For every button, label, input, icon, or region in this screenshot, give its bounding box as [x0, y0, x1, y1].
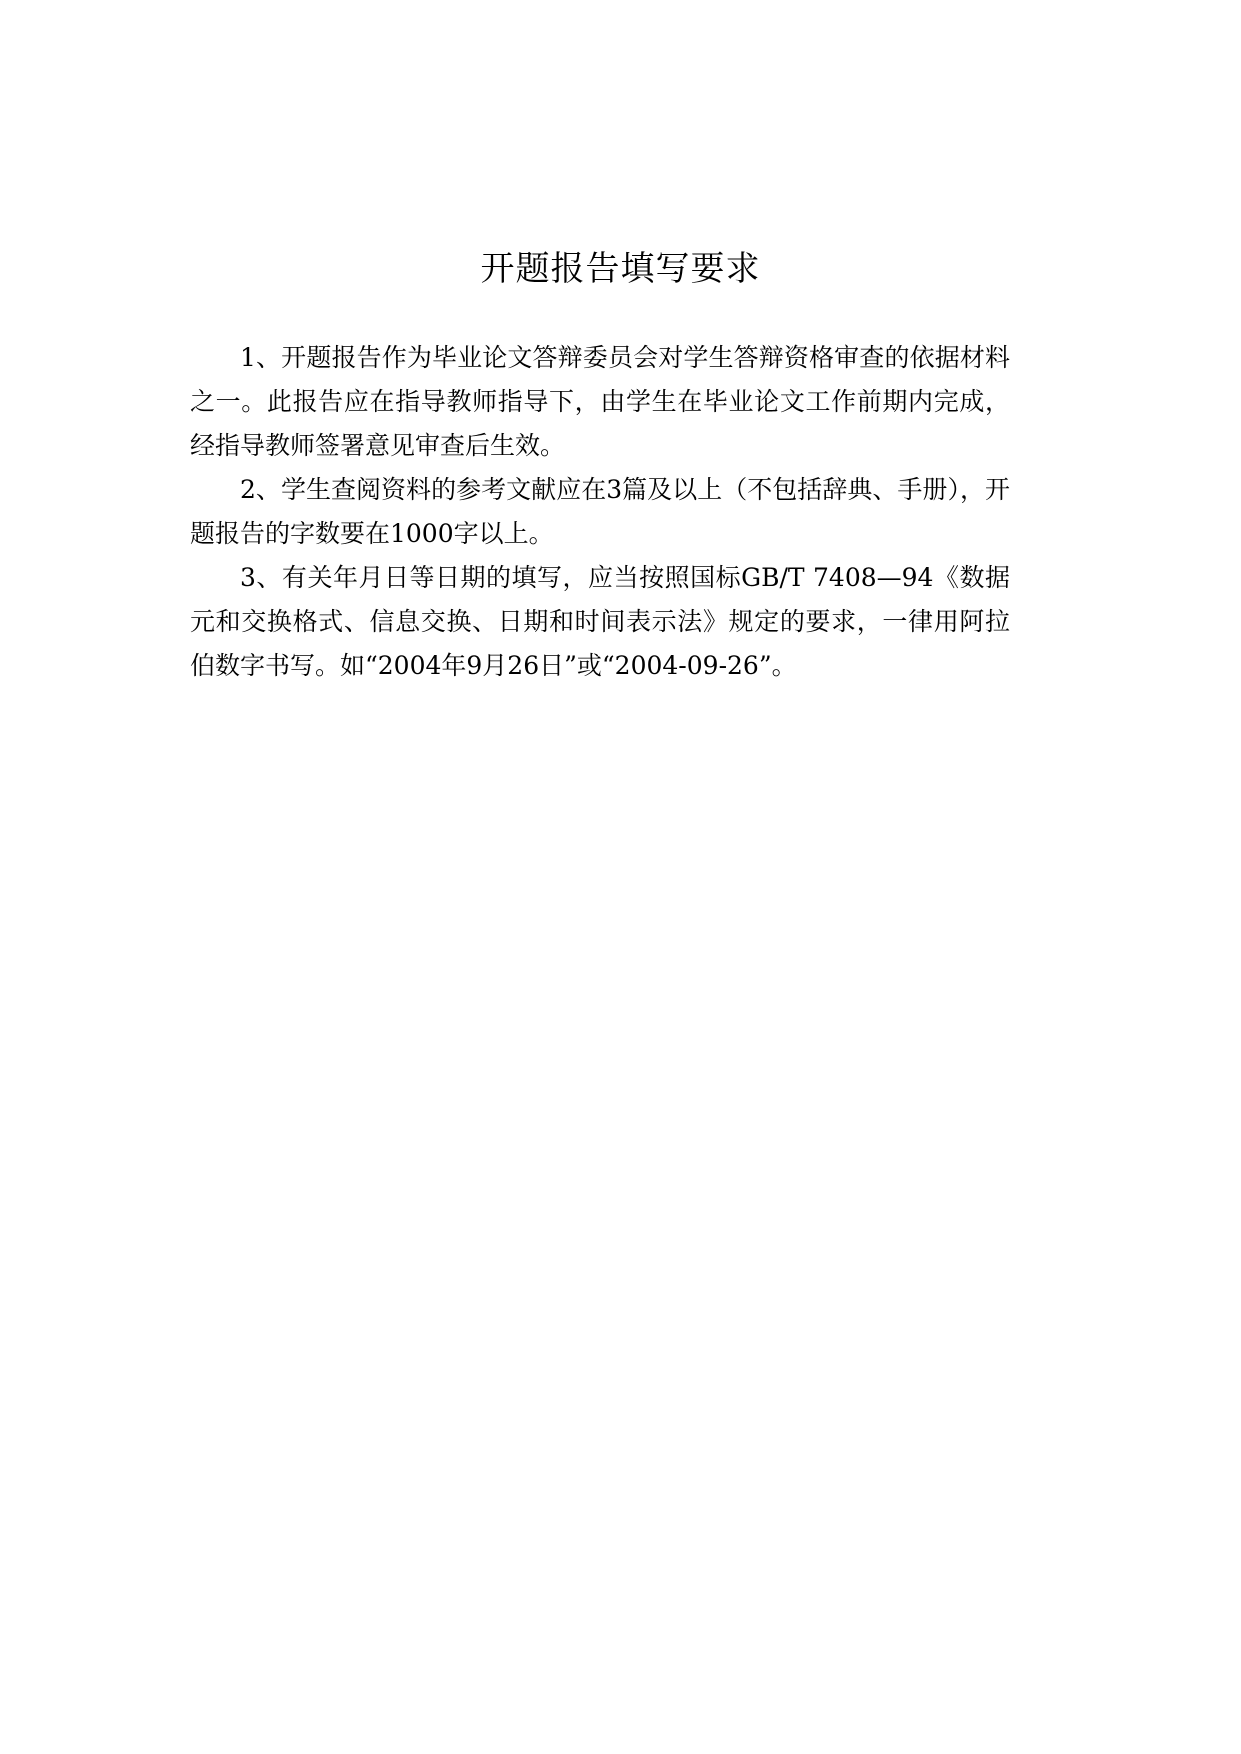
requirements-body: [190, 336, 1010, 688]
requirement-paragraph-3: 3、有关年月日等日期的填写，应当按照国标GB/T 7408—94《数据元和交换格式、信息交换、日期和时间表示法》规定的要求，一律用阿拉伯数字书写。如“2004年9月26日”或“2004-09-26”。: [190, 563, 1010, 680]
requirement-paragraph-2: 2、学生查阅资料的参考文献应在3篇及以上（不包括辞典、手册），开题报告的字数要在1000字以上。: [190, 475, 1010, 548]
requirement-paragraph-1: 1、开题报告作为毕业论文答辩委员会对学生答辩资格审查的依据材料之一。此报告应在指导教师指导下，由学生在毕业论文工作前期内完成，经指导教师签署意见审查后生效。: [190, 343, 1010, 460]
page-title: 开题报告填写要求: [480, 249, 761, 289]
